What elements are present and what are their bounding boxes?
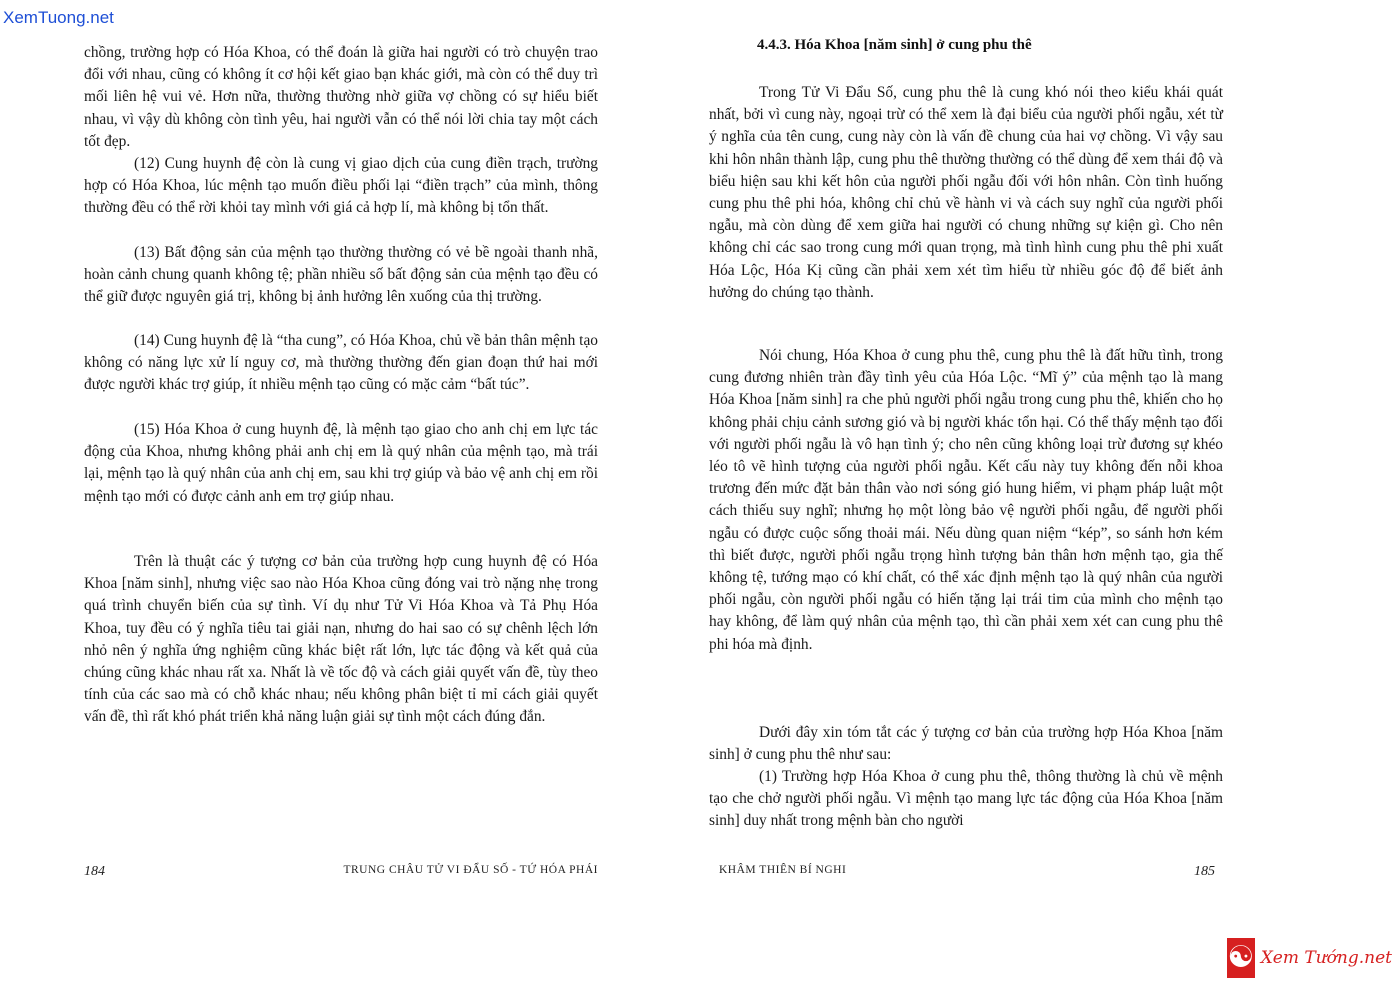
yin-yang-icon: ☯ bbox=[1227, 938, 1255, 978]
left-paragraph-6: Trên là thuật các ý tượng cơ bản của trường hợp cung huynh đệ có Hóa Khoa [năm sinh], nhưng việc sao nào Hóa Khoa cũng đóng vai trò nặng nhẹ trong quá trình chuyển biến của sự tình. Ví dụ như Tử Vi Hóa Khoa và Tả Phụ Hóa Khoa, tuy đều có ý nghĩa tiêu tai giải nạn, nhưng do hai sao có sự chênh lệch lớn nhỏ nên ý nghĩa ứng nghiệm cũng khác biệt rất lớn, lực tác động và kết quả của chúng cũng khác nhau rất xa. Nhất là về tốc độ và cách giải quyết vấn đề, tùy theo tính của các sao mà có chỗ khác nhau; nếu không phân biệt tỉ mỉ cách giải quyết vấn đề, thì rất khó phát triển khả năng luận giải sự tình một cách đúng đắn. bbox=[84, 553, 598, 726]
section-heading: 4.4.3. Hóa Khoa [năm sinh] ở cung phu thê bbox=[757, 37, 1032, 53]
left-paragraph-3: (13) Bất động sản của mệnh tạo thường thường có vẻ bề ngoài thanh nhã, hoàn cảnh chung quanh không tệ; phần nhiều số bất động sản của mệnh tạo đều có thể giữ được nguyên giá trị, không bị ảnh hưởng lên xuống của thị trường. bbox=[84, 244, 598, 306]
right-page-number: 185 bbox=[1194, 864, 1215, 879]
left-footer-title: TRUNG CHÂU TỬ VI ĐẨU SỐ - TỨ HÓA PHÁI bbox=[343, 864, 598, 876]
right-footer-title: KHÂM THIÊN BÍ NGHI bbox=[719, 864, 847, 876]
right-paragraph-4: (1) Trường hợp Hóa Khoa ở cung phu thê, thông thường là chủ về mệnh tạo che chở người phối ngẫu. Vì mệnh tạo mang lực tác động của Hóa Khoa [năm sinh] duy nhất trong mệnh bàn cho người bbox=[709, 768, 1223, 830]
right-paragraph-2: Nói chung, Hóa Khoa ở cung phu thê, cung phu thê là đất hữu tình, trong cung đương nhiên tràn đầy tình yêu của Hóa Lộc. “Mĩ ý” của mệnh tạo là mang Hóa Khoa [năm sinh] ra che phủ người phối ngẫu trong cung phu thê, khiến cho họ không phải chịu cảnh sương gió và bị người khác tổn hại. Có thể thấy mệnh tạo đối với người phối ngẫu là vô hạn tình ý; cho nên cũng không loại trừ đương sự khéo léo tô vẽ hình tượng của người phối ngẫu. Kết cấu này tuy không đến nỗi khoa trương đến mức đặt bản thân vào nơi sóng gió hung hiểm, vi phạm pháp luật một cách thiếu suy nghĩ; nhưng họ một lòng bảo vệ người phối ngẫu, để người phối ngẫu có được cuộc sống thoải mái. Nếu dùng quan niệm “kép”, so sánh hơn kém thì biết được, người phối ngẫu trọng hình tượng bản thân hơn mệnh tạo, gia thế không tệ, tướng mạo có khí chất, có thể xác định mệnh tạo là quý nhân của người phối ngẫu, còn người phối ngẫu có hiến tặng lại trái tim của mình cho mệnh tạo hay không, để làm quý nhân của mệnh tạo, thì cần phải xem xét can cung phu thê phi hóa mà định. bbox=[709, 347, 1223, 653]
logo-text: Xem Tướng.net bbox=[1260, 948, 1392, 968]
left-paragraph-5: (15) Hóa Khoa ở cung huynh đệ, là mệnh tạo giao cho anh chị em lực tác động của Khoa, nhưng không phải anh chị em là quý nhân của mệnh tạo, mà trái lại, mệnh tạo là quý nhân của anh chị em, sau khi trợ giúp và bảo vệ anh chị em rồi mệnh tạo mới có được cảnh anh em trợ giúp nhau. bbox=[84, 421, 598, 505]
site-watermark: XemTuong.net bbox=[3, 8, 114, 27]
left-paragraph-1: chồng, trường hợp có Hóa Khoa, có thể đoán là giữa hai người có trò chuyện trao đổi với nhau, cũng có không ít cơ hội kết giao bạn khác giới, mà còn có thể duy trì mối liên hệ vui vẻ. Hơn nữa, thường thường nhờ giữa vợ chồng có sự hiểu biết nhau, vì vậy dù không còn tình yêu, hai người vẫn có thể nói lời chia tay một cách tốt đẹp. bbox=[84, 44, 598, 150]
left-paragraph-4: (14) Cung huynh đệ là “tha cung”, có Hóa Khoa, chủ về bản thân mệnh tạo không có năng lực xử lí nguy cơ, mà thường thường đến gian đoạn thứ hai mới được người khác trợ giúp, ít nhiều mệnh tạo cũng có mặc cảm “bất túc”. bbox=[84, 332, 598, 394]
site-logo bbox=[1227, 936, 1392, 980]
left-page-number: 184 bbox=[84, 864, 105, 879]
right-paragraph-1: Trong Tử Vi Đẩu Số, cung phu thê là cung khó nói theo kiểu khái quát nhất, bởi vì cung này, ngoại trừ có thể xem là đại biểu của người phối ngẫu, xét từ ý nghĩa của tên cung, cung này còn là vấn đề chung của hai vợ chồng. Vì vậy sau khi hôn nhân thành lập, cung phu thê thường thường có thể dùng để xem thái độ và biểu hiện sau khi kết hôn của người phối ngẫu đối với hôn nhân. Còn tình huống cung phu thê phi hóa, không chỉ chủ về hành vi và cách suy nghĩ của người phối ngẫu, mà còn dùng để xem giữa hai người có chung những sự kiện gì. Cho nên không chỉ các sao trong cung mới quan trọng, mà tình hình cung phu thê phi xuất Hóa Lộc, Hóa Kị cũng cần phải xem xét tìm hiểu từ nhiều góc độ để biết ảnh hưởng do chúng tạo thành. bbox=[709, 84, 1223, 301]
right-paragraph-3: Dưới đây xin tóm tắt các ý tượng cơ bản của trường hợp Hóa Khoa [năm sinh] ở cung phu thê như sau: bbox=[709, 724, 1223, 764]
left-paragraph-2: (12) Cung huynh đệ còn là cung vị giao dịch của cung điền trạch, trường hợp có Hóa Khoa, lúc mệnh tạo muốn điều phối lại “điền trạch” của mình, thông thường đều có thể rời khỏi tay mình với giá cả hợp lí, mà không bị tổn thất. bbox=[84, 155, 598, 217]
